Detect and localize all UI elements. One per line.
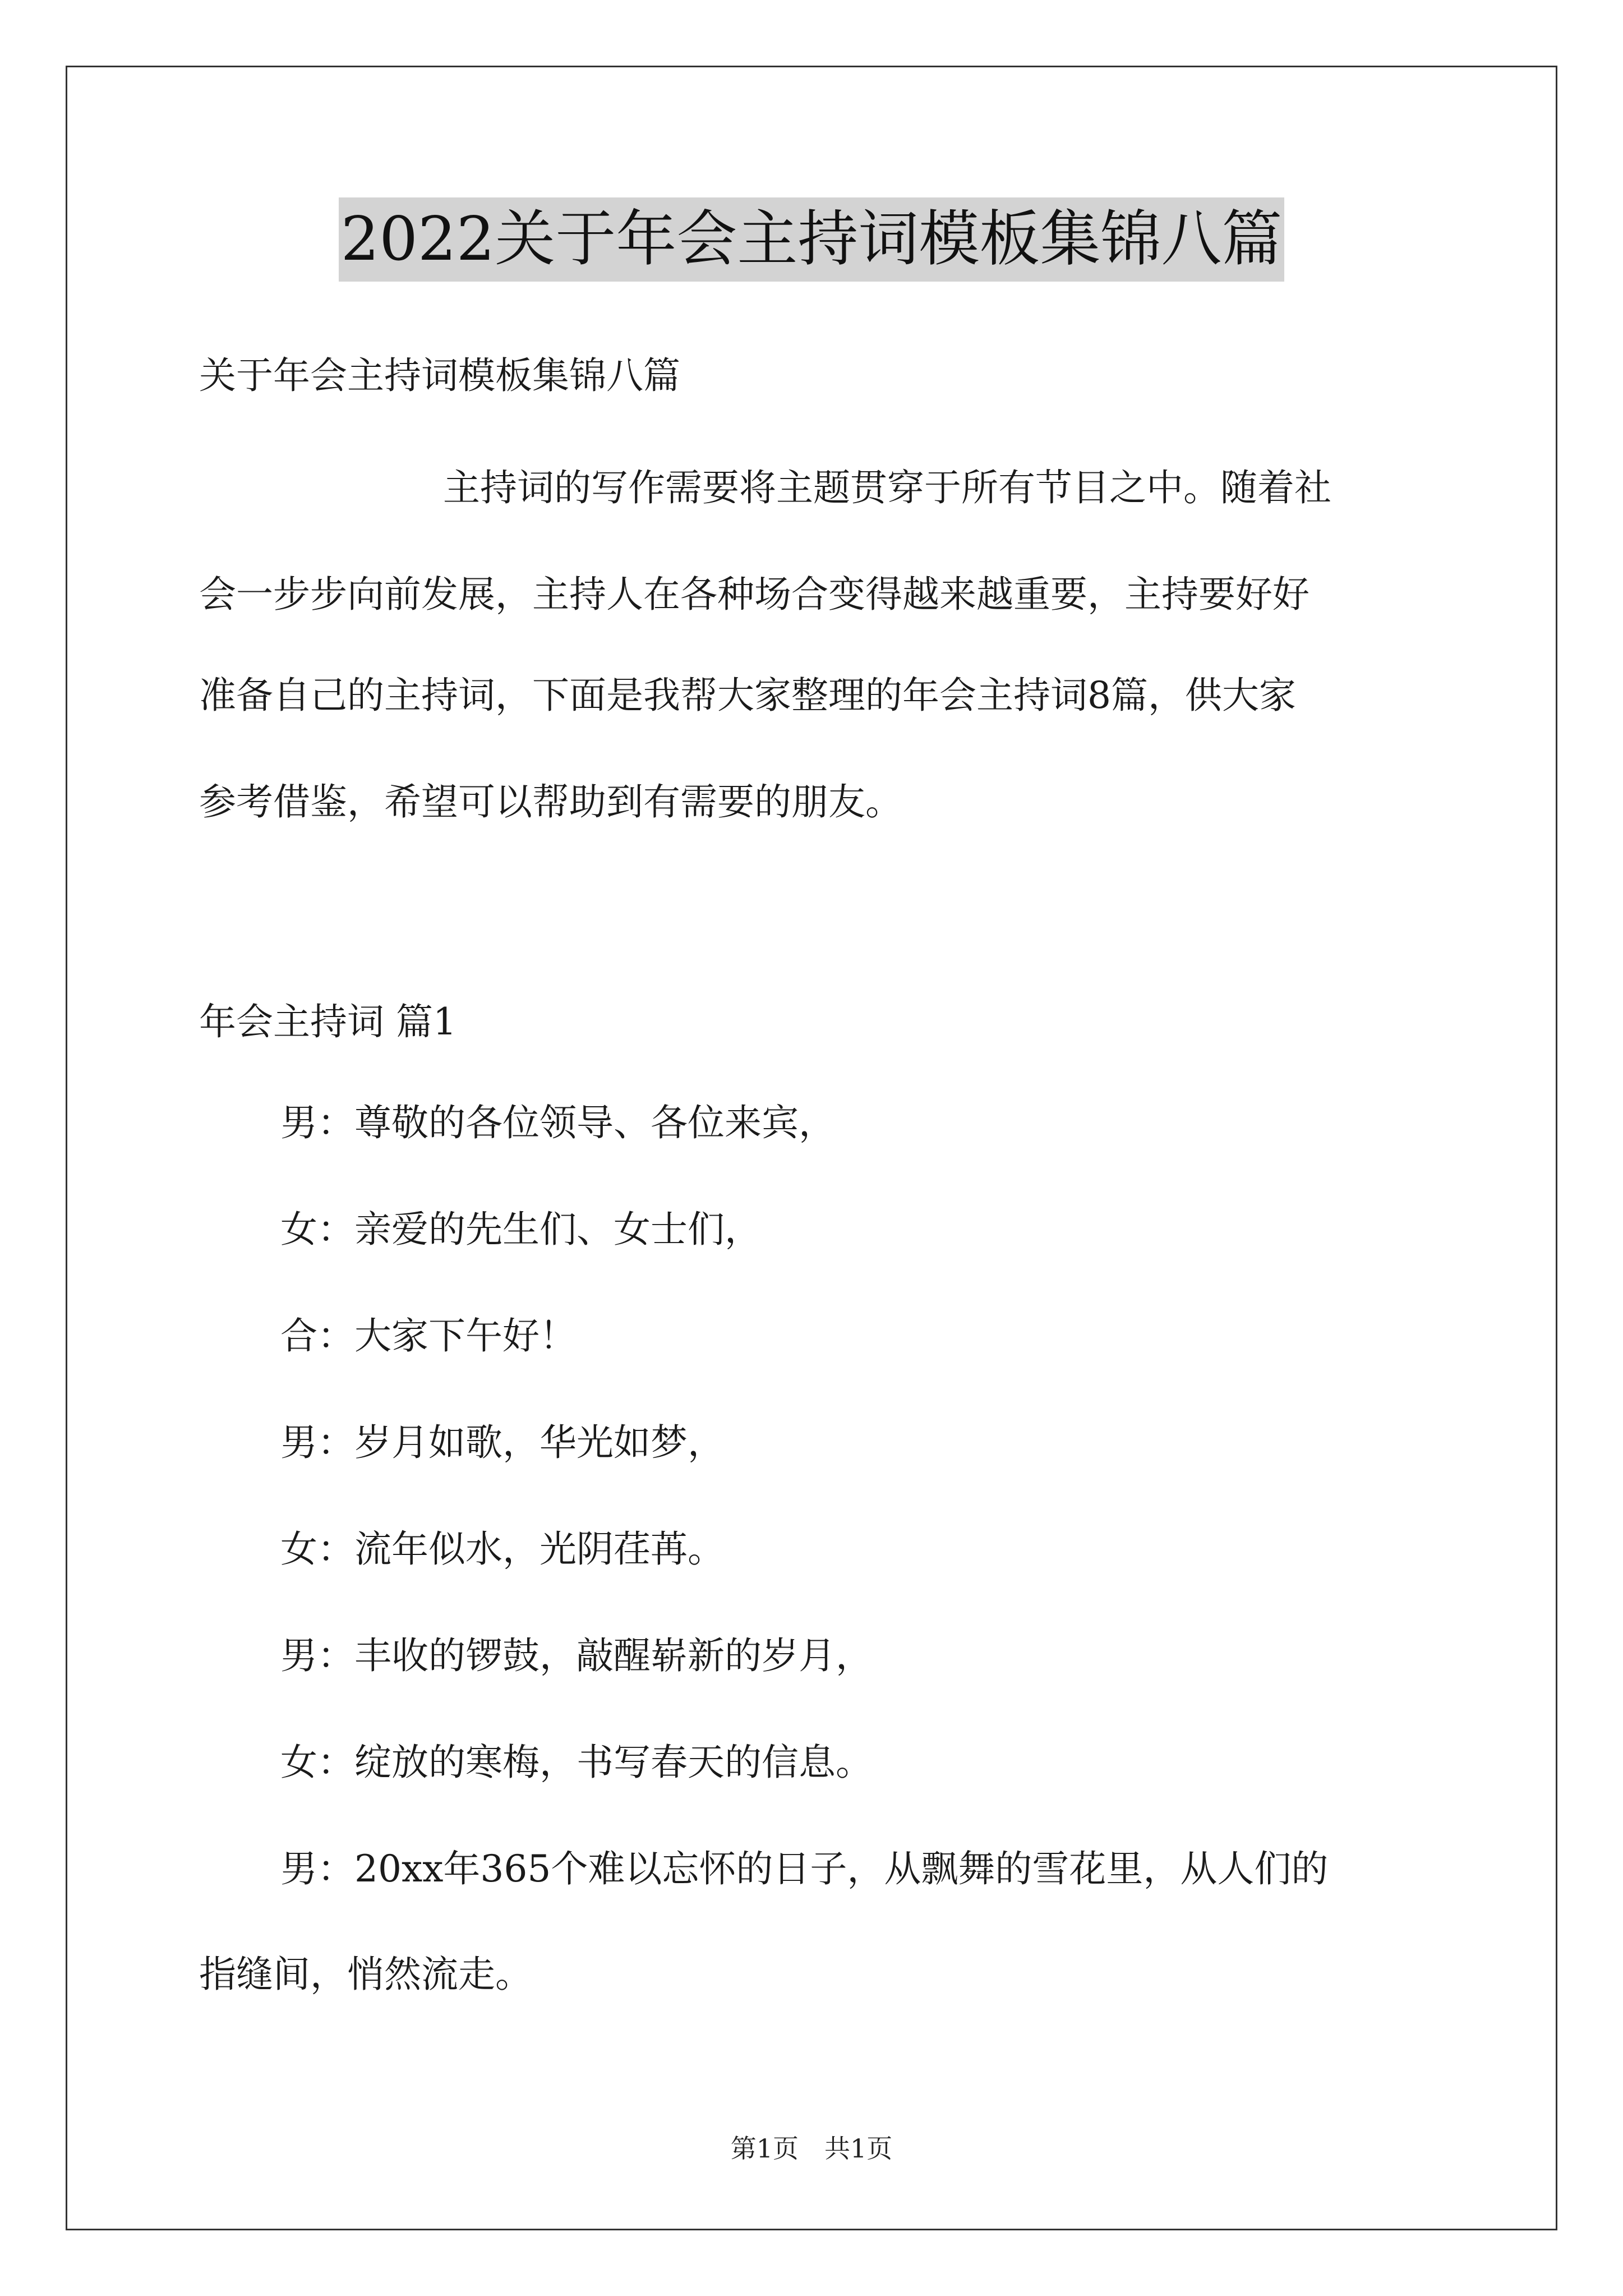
- dialogue-line: 男：岁月如歌，华光如梦，: [280, 1421, 725, 1464]
- dialogue-line: 女：亲爱的先生们、女士们，: [280, 1208, 762, 1251]
- title-container: [0, 197, 1623, 282]
- dialogue-line: 男：丰收的锣鼓，敲醒崭新的岁月，: [280, 1634, 873, 1677]
- dialogue-line: 女：流年似水，光阴荏苒。: [280, 1527, 725, 1571]
- intro-line: 主持词的写作需要将主题贯穿于所有节目之中。随着社: [443, 466, 1331, 509]
- dialogue-line: 女：绽放的寒梅，书写春天的信息。: [280, 1741, 873, 1784]
- section-heading: 年会主持词 篇1: [199, 1000, 457, 1043]
- dialogue-line: 男：20xx年365个难以忘怀的日子，从飘舞的雪花里，从人们的: [280, 1847, 1329, 1890]
- dialogue-line: 男：尊敬的各位领导、各位来宾，: [280, 1101, 836, 1144]
- intro-line: 会一步步向前发展，主持人在各种场合变得越来越重要，主持要好好: [199, 573, 1310, 616]
- document-subtitle: 关于年会主持词模板集锦八篇: [199, 354, 680, 397]
- intro-line: 准备自己的主持词，下面是我帮大家整理的年会主持词8篇，供大家: [199, 674, 1296, 717]
- page-footer: 第1页 共1页: [730, 2133, 893, 2164]
- dialogue-line: 合：大家下午好！: [280, 1314, 577, 1358]
- document-title: 2022关于年会主持词模板集锦八篇: [339, 197, 1285, 282]
- intro-line: 参考借鉴，希望可以帮助到有需要的朋友。: [199, 780, 902, 823]
- dialogue-line: 指缝间，悄然流走。: [199, 1953, 532, 1996]
